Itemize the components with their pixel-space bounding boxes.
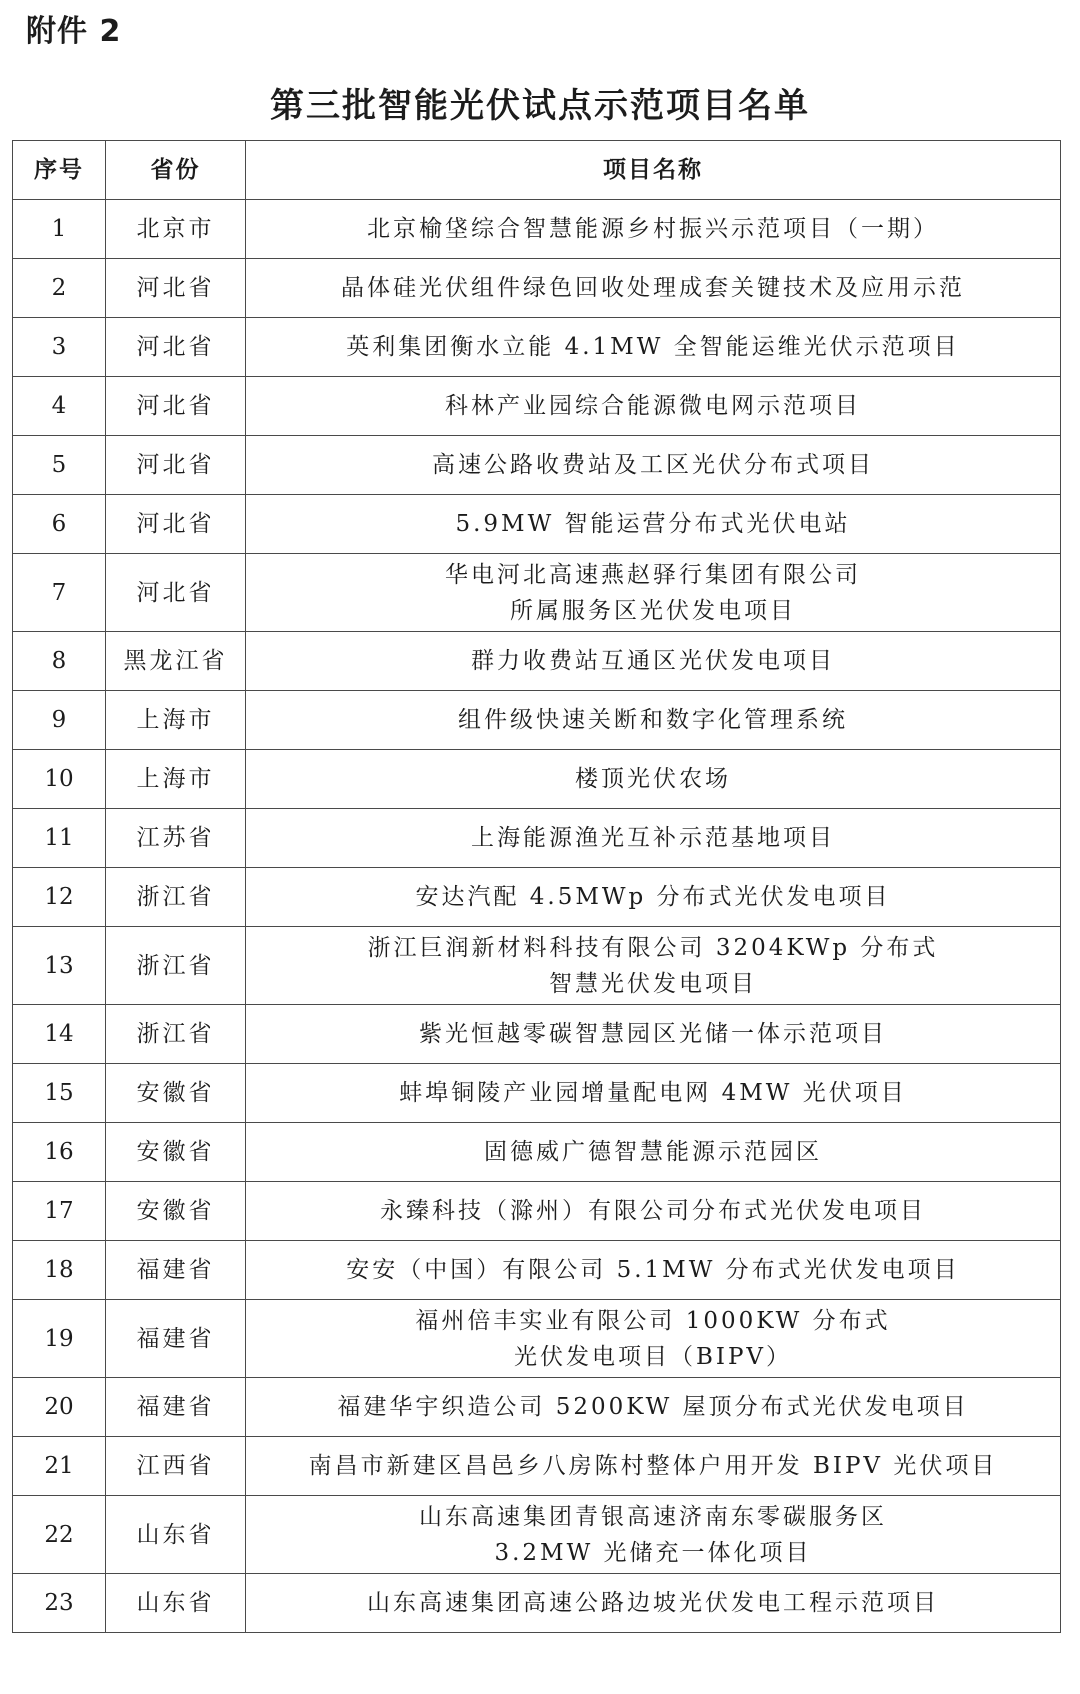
row-province: 河北省 [106, 436, 246, 495]
row-project-name [246, 436, 1061, 495]
row-index: 13 [13, 927, 106, 1005]
row-province: 上海市 [106, 750, 246, 809]
row-province: 安徽省 [106, 1182, 246, 1241]
row-index: 8 [13, 632, 106, 691]
row-project-name [246, 809, 1061, 868]
project-name-line: 浙江巨润新材料科技有限公司 3204KWp 分布式 [367, 934, 939, 961]
row-province: 上海市 [106, 691, 246, 750]
row-province: 河北省 [106, 554, 246, 632]
table-row [13, 1300, 1061, 1378]
project-list-table [12, 140, 1061, 1633]
table-row [13, 200, 1061, 259]
row-project-name [246, 1378, 1061, 1437]
table-row [13, 691, 1061, 750]
project-name-line: 紫光恒越零碳智慧园区光储一体示范项目 [419, 1021, 887, 1047]
header-province: 省份 [106, 141, 246, 200]
project-name-line: 安达汽配 4.5MWp 分布式光伏发电项目 [415, 884, 891, 910]
project-name-line: 福建华宇织造公司 5200KW 屋顶分布式光伏发电项目 [337, 1394, 969, 1420]
project-name-line: 永臻科技（滁州）有限公司分布式光伏发电项目 [380, 1198, 926, 1224]
row-province: 山东省 [106, 1496, 246, 1574]
project-name-line: 安安（中国）有限公司 5.1MW 分布式光伏发电项目 [346, 1257, 960, 1283]
row-project-name [246, 259, 1061, 318]
row-index: 6 [13, 495, 106, 554]
row-index: 4 [13, 377, 106, 436]
project-name-line: 光伏发电项目（BIPV） [513, 1343, 793, 1370]
project-name-line: 3.2MW 光储充一体化项目 [494, 1539, 812, 1566]
table-row [13, 318, 1061, 377]
table-row [13, 377, 1061, 436]
row-province: 浙江省 [106, 868, 246, 927]
row-project-name [246, 691, 1061, 750]
row-index: 20 [13, 1378, 106, 1437]
row-index: 11 [13, 809, 106, 868]
table-header-row [13, 141, 1061, 200]
row-province: 江西省 [106, 1437, 246, 1496]
table-row [13, 868, 1061, 927]
row-province: 河北省 [106, 377, 246, 436]
row-project-name [246, 377, 1061, 436]
project-name-line: 组件级快速关断和数字化管理系统 [458, 707, 848, 733]
row-index: 2 [13, 259, 106, 318]
header-project-name: 项目名称 [246, 141, 1061, 200]
row-project-name [246, 1241, 1061, 1300]
project-name-line: 北京榆垡综合智慧能源乡村振兴示范项目（一期） [367, 216, 939, 242]
table-row [13, 1182, 1061, 1241]
row-project-name [246, 868, 1061, 927]
project-name-line: 上海能源渔光互补示范基地项目 [471, 825, 835, 851]
row-index: 9 [13, 691, 106, 750]
row-project-name [246, 632, 1061, 691]
row-index: 19 [13, 1300, 106, 1378]
row-province: 黑龙江省 [106, 632, 246, 691]
row-province: 福建省 [106, 1241, 246, 1300]
row-project-name [246, 318, 1061, 377]
project-name-line: 山东高速集团高速公路边坡光伏发电工程示范项目 [367, 1590, 939, 1616]
table-row [13, 259, 1061, 318]
project-name-line: 华电河北高速燕赵驿行集团有限公司 [445, 561, 861, 588]
project-name-line: 晶体硅光伏组件绿色回收处理成套关键技术及应用示范 [341, 275, 965, 301]
project-name-line: 高速公路收费站及工区光伏分布式项目 [432, 452, 874, 478]
table-row [13, 809, 1061, 868]
project-name-line: 南昌市新建区昌邑乡八房陈村整体户用开发 BIPV 光伏项目 [308, 1453, 998, 1479]
row-project-name [246, 927, 1061, 1005]
table-row [13, 1123, 1061, 1182]
row-index: 16 [13, 1123, 106, 1182]
row-index: 1 [13, 200, 106, 259]
table-row [13, 1378, 1061, 1437]
table-row [13, 1064, 1061, 1123]
row-index: 5 [13, 436, 106, 495]
project-name-line: 英利集团衡水立能 4.1MW 全智能运维光伏示范项目 [346, 334, 960, 360]
row-project-name [246, 1064, 1061, 1123]
table-row [13, 1005, 1061, 1064]
row-project-name [246, 1005, 1061, 1064]
document-title: 第三批智能光伏试点示范项目名单 [270, 86, 810, 126]
row-project-name [246, 1496, 1061, 1574]
project-name-line: 福州倍丰实业有限公司 1000KW 分布式 [415, 1307, 891, 1334]
row-index: 12 [13, 868, 106, 927]
row-index: 7 [13, 554, 106, 632]
row-project-name [246, 495, 1061, 554]
table-row [13, 1496, 1061, 1574]
row-project-name [246, 554, 1061, 632]
project-name-line: 智慧光伏发电项目 [549, 970, 757, 997]
project-name-line: 楼顶光伏农场 [575, 766, 731, 792]
table-row [13, 554, 1061, 632]
row-project-name [246, 750, 1061, 809]
table-row [13, 927, 1061, 1005]
project-name-line: 群力收费站互通区光伏发电项目 [471, 648, 835, 674]
row-project-name [246, 200, 1061, 259]
row-province: 福建省 [106, 1300, 246, 1378]
table-row [13, 632, 1061, 691]
row-province: 河北省 [106, 318, 246, 377]
row-index: 10 [13, 750, 106, 809]
project-name-line: 5.9MW 智能运营分布式光伏电站 [455, 511, 851, 537]
row-index: 3 [13, 318, 106, 377]
header-index: 序号 [13, 141, 106, 200]
row-province: 浙江省 [106, 927, 246, 1005]
row-province: 浙江省 [106, 1005, 246, 1064]
project-name-line: 山东高速集团青银高速济南东零碳服务区 [419, 1503, 887, 1530]
row-province: 河北省 [106, 495, 246, 554]
table-row [13, 436, 1061, 495]
table-row [13, 1437, 1061, 1496]
row-province: 北京市 [106, 200, 246, 259]
row-project-name [246, 1182, 1061, 1241]
attachment-label: 附件 2 [26, 14, 122, 49]
row-province: 安徽省 [106, 1123, 246, 1182]
table-row [13, 495, 1061, 554]
row-index: 14 [13, 1005, 106, 1064]
project-name-line: 蚌埠铜陵产业园增量配电网 4MW 光伏项目 [399, 1080, 907, 1106]
row-project-name [246, 1123, 1061, 1182]
project-name-line: 科林产业园综合能源微电网示范项目 [445, 393, 861, 419]
row-project-name [246, 1574, 1061, 1633]
table-row [13, 750, 1061, 809]
row-index: 23 [13, 1574, 106, 1633]
row-index: 17 [13, 1182, 106, 1241]
row-project-name [246, 1437, 1061, 1496]
row-province: 安徽省 [106, 1064, 246, 1123]
row-province: 山东省 [106, 1574, 246, 1633]
row-index: 15 [13, 1064, 106, 1123]
row-index: 21 [13, 1437, 106, 1496]
row-province: 福建省 [106, 1378, 246, 1437]
table-row [13, 1574, 1061, 1633]
row-province: 江苏省 [106, 809, 246, 868]
row-index: 22 [13, 1496, 106, 1574]
project-name-line: 固德威广德智慧能源示范园区 [484, 1139, 822, 1165]
row-project-name [246, 1300, 1061, 1378]
row-province: 河北省 [106, 259, 246, 318]
table-row [13, 1241, 1061, 1300]
row-index: 18 [13, 1241, 106, 1300]
project-name-line: 所属服务区光伏发电项目 [510, 597, 796, 624]
